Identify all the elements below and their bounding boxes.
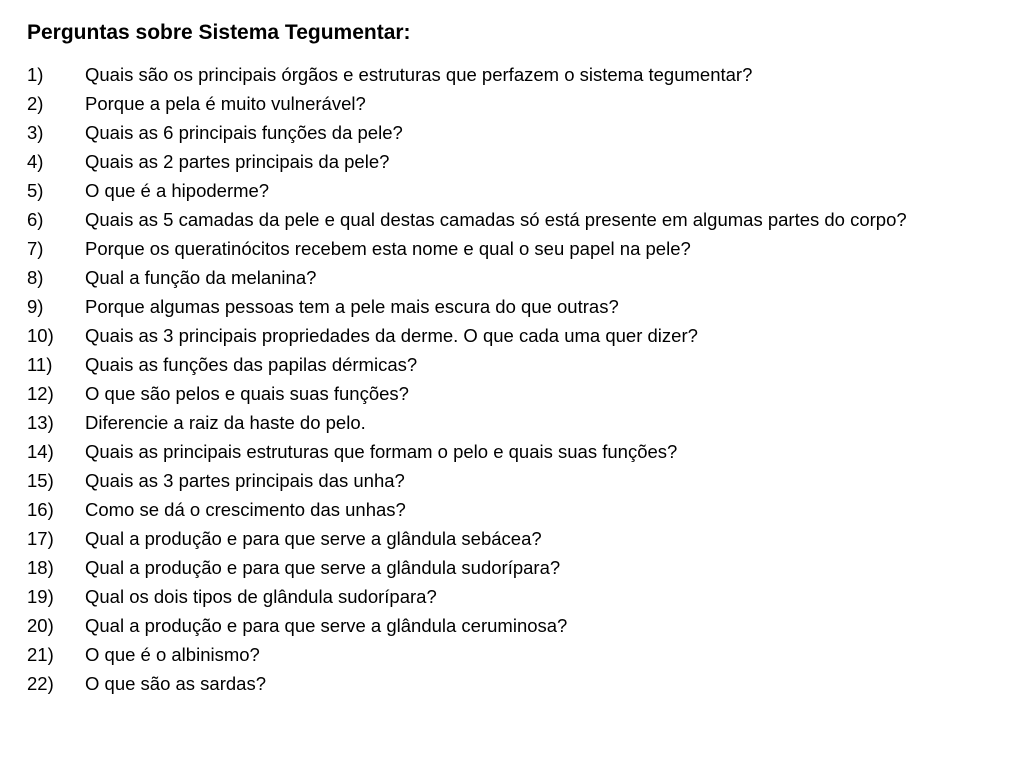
question-number: 18)	[27, 557, 54, 578]
question-text: O que são as sardas?	[85, 673, 266, 694]
question-number: 2)	[27, 93, 44, 114]
question-number: 13)	[27, 412, 54, 433]
question-item	[27, 180, 987, 202]
question-number: 21)	[27, 644, 54, 665]
question-number: 17)	[27, 528, 54, 549]
question-text: Porque a pela é muito vulnerável?	[85, 93, 366, 114]
question-text: Qual os dois tipos de glândula sudorípara?	[85, 586, 437, 607]
question-item	[27, 644, 987, 666]
question-number: 9)	[27, 296, 44, 317]
question-item	[27, 528, 987, 550]
question-number: 14)	[27, 441, 54, 462]
question-list	[27, 64, 987, 702]
question-number: 11)	[27, 354, 53, 375]
question-number: 1)	[27, 64, 44, 85]
question-number: 5)	[27, 180, 44, 201]
question-text: Como se dá o crescimento das unhas?	[85, 499, 406, 520]
question-item	[27, 238, 987, 260]
question-number: 22)	[27, 673, 54, 694]
question-text: Quais as 2 partes principais da pele?	[85, 151, 390, 172]
question-item	[27, 470, 987, 492]
question-text: Quais as funções das papilas dérmicas?	[85, 354, 418, 375]
question-item	[27, 441, 987, 463]
question-item	[27, 296, 987, 318]
question-item	[27, 64, 987, 86]
question-item	[27, 209, 987, 231]
question-item	[27, 151, 987, 173]
question-number: 10)	[27, 325, 54, 346]
question-number: 4)	[27, 151, 44, 172]
question-number: 8)	[27, 267, 44, 288]
page-title: Perguntas sobre Sistema Tegumentar:	[27, 21, 411, 44]
question-number: 7)	[27, 238, 44, 259]
question-text: Qual a produção e para que serve a glândula sebácea?	[85, 528, 542, 549]
question-text: Qual a produção e para que serve a glândula ceruminosa?	[85, 615, 568, 636]
question-text: Quais as 3 principais propriedades da derme. O que cada uma quer dizer?	[85, 325, 698, 346]
question-text: O que é o albinismo?	[85, 644, 260, 665]
question-item	[27, 354, 987, 376]
question-item	[27, 325, 987, 347]
question-number: 15)	[27, 470, 54, 491]
question-item	[27, 557, 987, 579]
question-text: Porque os queratinócitos recebem esta nome e qual o seu papel na pele?	[85, 238, 691, 259]
question-number: 3)	[27, 122, 44, 143]
question-item	[27, 267, 987, 289]
question-number: 20)	[27, 615, 54, 636]
question-item	[27, 499, 987, 521]
question-text: Quais as 5 camadas da pele e qual destas camadas só está presente em algumas partes do corpo?	[85, 209, 907, 230]
question-number: 16)	[27, 499, 54, 520]
question-number: 6)	[27, 209, 44, 230]
question-text: Quais as principais estruturas que formam o pelo e quais suas funções?	[85, 441, 678, 462]
question-text: Porque algumas pessoas tem a pele mais escura do que outras?	[85, 296, 619, 317]
question-item	[27, 122, 987, 144]
question-item	[27, 412, 987, 434]
question-number: 12)	[27, 383, 54, 404]
question-text: Qual a função da melanina?	[85, 267, 317, 288]
question-text: Quais as 6 principais funções da pele?	[85, 122, 403, 143]
question-item	[27, 673, 987, 695]
question-text: O que são pelos e quais suas funções?	[85, 383, 409, 404]
question-text: Diferencie a raiz da haste do pelo.	[85, 412, 366, 433]
question-number: 19)	[27, 586, 54, 607]
question-text: Quais são os principais órgãos e estruturas que perfazem o sistema tegumentar?	[85, 64, 753, 85]
question-item	[27, 383, 987, 405]
question-item	[27, 93, 987, 115]
question-item	[27, 615, 987, 637]
question-text: Qual a produção e para que serve a glândula sudorípara?	[85, 557, 561, 578]
question-text: Quais as 3 partes principais das unha?	[85, 470, 405, 491]
question-item	[27, 586, 987, 608]
question-text: O que é a hipoderme?	[85, 180, 270, 201]
